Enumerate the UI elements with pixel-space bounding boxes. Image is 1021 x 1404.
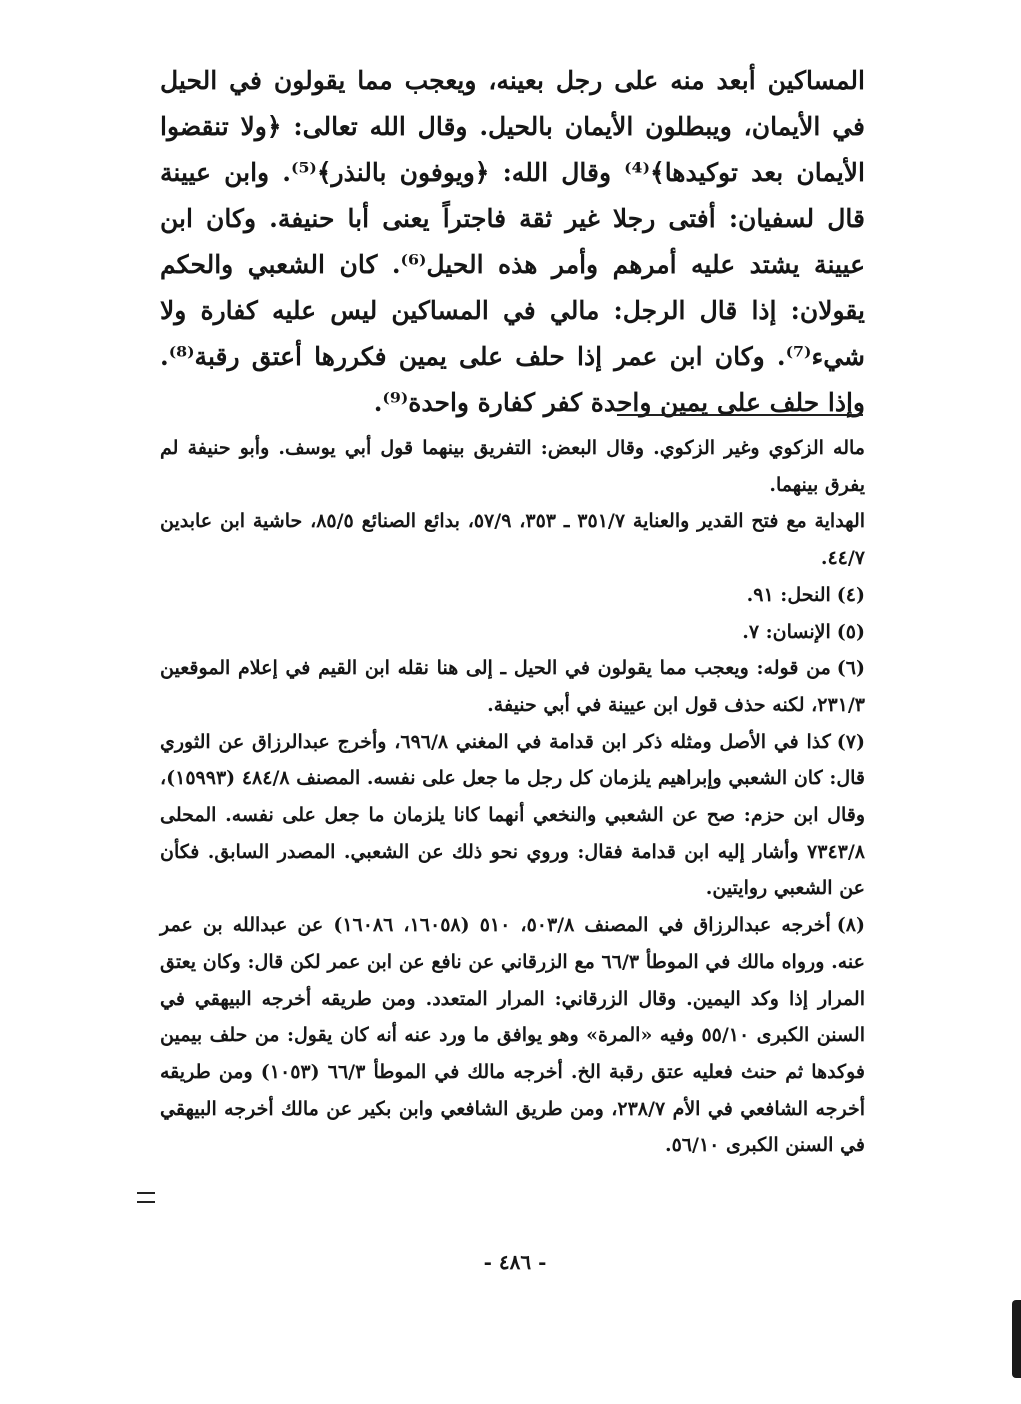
scan-edge-mark bbox=[1012, 1300, 1021, 1378]
footnote bbox=[160, 907, 865, 1164]
footnote bbox=[160, 650, 865, 723]
footnote-text: النحل: ٩١. bbox=[746, 583, 831, 606]
footnote-number: (٤) bbox=[836, 583, 865, 606]
main-paragraph: المساكين أبعد منه على رجل بعينه، ويعجب مما يقولون في الحيل في الأيمان، ويبطلون الأيمان بالحيل. وقال الله تعالى: ﴿ولا تنقضوا الأيمان بعد توكيدها﴾⁽⁴⁾ وقال الله: ﴿ويوفون بالنذر﴾⁽⁵⁾. وابن عيينة قال لسفيان: أفتى رجلا غير ثقة فاجتراً يعنى أبا حنيفة. وكان ابن عيينة يشتد عليه أمرهم وأمر هذه الحيل⁽⁶⁾. كان الشعبي والحكم يقولان: إذا قال الرجل: مالي في المساكين ليس عليه كفارة ولا شيء⁽⁷⁾. وكان ابن عمر إذا حلف على يمين فكررها أعتق رقبة⁽⁸⁾. وإذا حلف على يمين واحدة كفر كفارة واحدة⁽⁹⁾. bbox=[160, 66, 865, 417]
footnote-number: (٧) bbox=[836, 730, 866, 753]
footnotes bbox=[160, 430, 865, 1164]
footnote-divider bbox=[617, 414, 863, 416]
main-text bbox=[160, 58, 865, 426]
footnote-text: كذا في الأصل ومثله ذكر ابن قدامة في المغني ٦٩٦/٨، وأخرج عبدالرزاق عن الثوري قال: كان الشعبي وإبراهيم يلزمان كل رجل ما جعل على نفسه. المصنف ٤٨٤/٨ (١٥٩٩٣)، وقال ابن حزم: صح عن الشعبي والنخعي أنهما كانا يلزمان ما جعل على نفسه. المحلى ٧٣٤٣/٨ وأشار إليه ابن قدامة فقال: وروي نحو ذلك عن الشعبي. المصدر السابق. فكأن عن الشعبي روايتين. bbox=[160, 730, 866, 900]
footnote-number: (٦) bbox=[836, 657, 865, 680]
footnote bbox=[160, 577, 865, 614]
page-number: - ٤٨٦ - bbox=[483, 1250, 547, 1274]
footnote-text: من قوله: ويعجب مما يقولون في الحيل ـ إلى هنا نقله ابن القيم في إعلام الموقعين ٢٣١/٣، لكنه حذف قول ابن عيينة في أبي حنيفة. bbox=[160, 657, 865, 716]
footnote bbox=[160, 614, 865, 651]
margin-continuation-mark bbox=[137, 1192, 155, 1203]
footnote-number: (٨) bbox=[836, 914, 865, 937]
footnote bbox=[160, 724, 865, 908]
footnote-text: ماله الزكوي وغير الزكوي. وقال البعض: التفريق بينهما قول أبي يوسف. وأبو حنيفة لم يفرق بينهما. bbox=[160, 437, 865, 496]
footnote bbox=[160, 430, 865, 503]
footnote-text: أخرجه عبدالرزاق في المصنف ٥٠٣/٨، ٥١٠ (١٦٠٥٨، ١٦٠٨٦) عن عبدالله بن عمر عنه. ورواه مالك في الموطأ ٦٦/٣ مع الزرقاني عن نافع عن ابن عمر لكن قال: وكان يعتق المرار إذا وكد اليمين. وقال الزرقاني: المرار المتعدد. ومن طريقه أخرجه البيهقي في السنن الكبرى ٥٥/١٠ وفيه «المرة» وهو يوافق ما ورد عنه أنه كان يقول: من حلف بيمين فوكدها ثم حنث فعليه عتق رقبة الخ. أخرجه مالك في الموطأ ٦٦/٣ (١٠٥٣) ومن طريقه أخرجه الشافعي في الأم ٢٣٨/٧، ومن طريق الشافعي وابن بكير عن مالك أخرجه البيهقي في السنن الكبرى ٥٦/١٠. bbox=[160, 914, 866, 1157]
footnote-text: الإنسان: ٧. bbox=[742, 620, 831, 643]
footnote bbox=[160, 503, 865, 576]
footnote-number: (٥) bbox=[836, 620, 865, 643]
footnote-text: الهداية مع فتح القدير والعناية ٣٥١/٧ ـ ٣٥٣، ٥٧/٩، بدائع الصنائع ٨٥/٥، حاشية ابن عابدين ٤٤/٧. bbox=[160, 510, 866, 570]
